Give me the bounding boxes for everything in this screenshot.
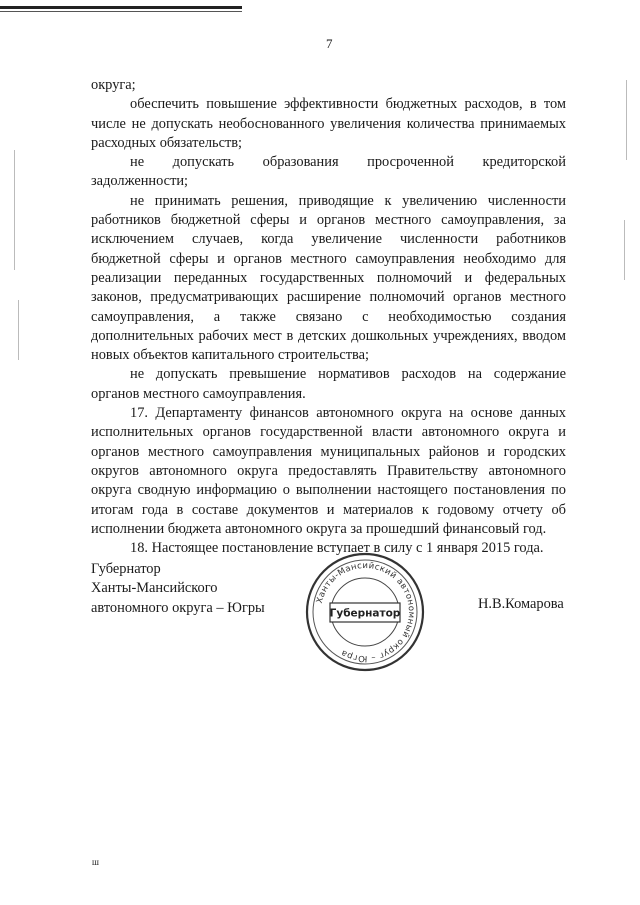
seal-center-text: Губернатор [329,607,401,620]
signature-title-line: Губернатор [91,561,161,577]
seal-ring-text: Ханты-Мансийский автономный округ – Югра [314,560,417,664]
paragraph-17: 17. Департаменту финансов автономного округа на основе данных исполнительных органов государственной власти автономного округа и органов местного самоуправления муниципальных районов и городских округов автономного округа предоставлять Правительству автономного округа сводную информацию о выполнении настоящего постановления по итогам года в составе документов и материалов к годовому отчету об исполнении бюджета автономного округа за прошедший финансовый год. [91,405,566,537]
signature-title-line: автономного округа – Югры [91,599,265,616]
word: просроченной [367,154,454,171]
scan-edge-right-2 [624,220,625,280]
signature-title [91,560,265,618]
paragraph-efficiency: обеспечить повышение эффективности бюджетных расходов, в том числе не допускать необоснованного увеличения количества принимаемых расходных обязательств; [91,96,566,151]
scan-edge-right [626,80,627,160]
paragraph-okruga: округа; [91,77,136,93]
top-rule-thin [0,11,242,12]
paragraph-norms: не допускать превышение нормативов расходов на содержание органов местного самоуправления. [91,366,566,402]
footer-mark: ш [92,857,99,867]
scan-edge-left [14,150,15,270]
word: не [130,154,145,171]
word: допускать [172,154,235,171]
page-number: 7 [326,36,333,51]
word: образования [262,154,339,171]
paragraph-staff: не принимать решения, приводящие к увеличению численности работников бюджетной сферы и органов местного самоуправления, за исключением случаев, когда увеличение численности работников бюджетной сферы и органов местного самоуправления необходимо для реализации переданных государственных полномочий и федеральных законов, предусматривающих расширение полномочий органов местного самоуправления, а также связано с необходимостью создания дополнительных рабочих мест в детских дошкольных учреждениях, вводом новых объектов капитального строительства; [91,192,566,364]
document-body [91,76,566,558]
official-seal-icon [300,548,430,676]
top-rule [0,6,242,9]
signature-title-line: Ханты-Мансийского [91,580,218,597]
signature-name: Н.В.Комарова [478,596,564,612]
scan-edge-left-2 [18,300,19,360]
paragraph-18: 18. Настоящее постановление вступает в силу с 1 января 2015 года. [130,540,544,557]
paragraph-debt-line2: задолженности; [91,173,189,190]
paragraph-debt-line1 [91,153,566,172]
word: кредиторской [482,154,566,171]
